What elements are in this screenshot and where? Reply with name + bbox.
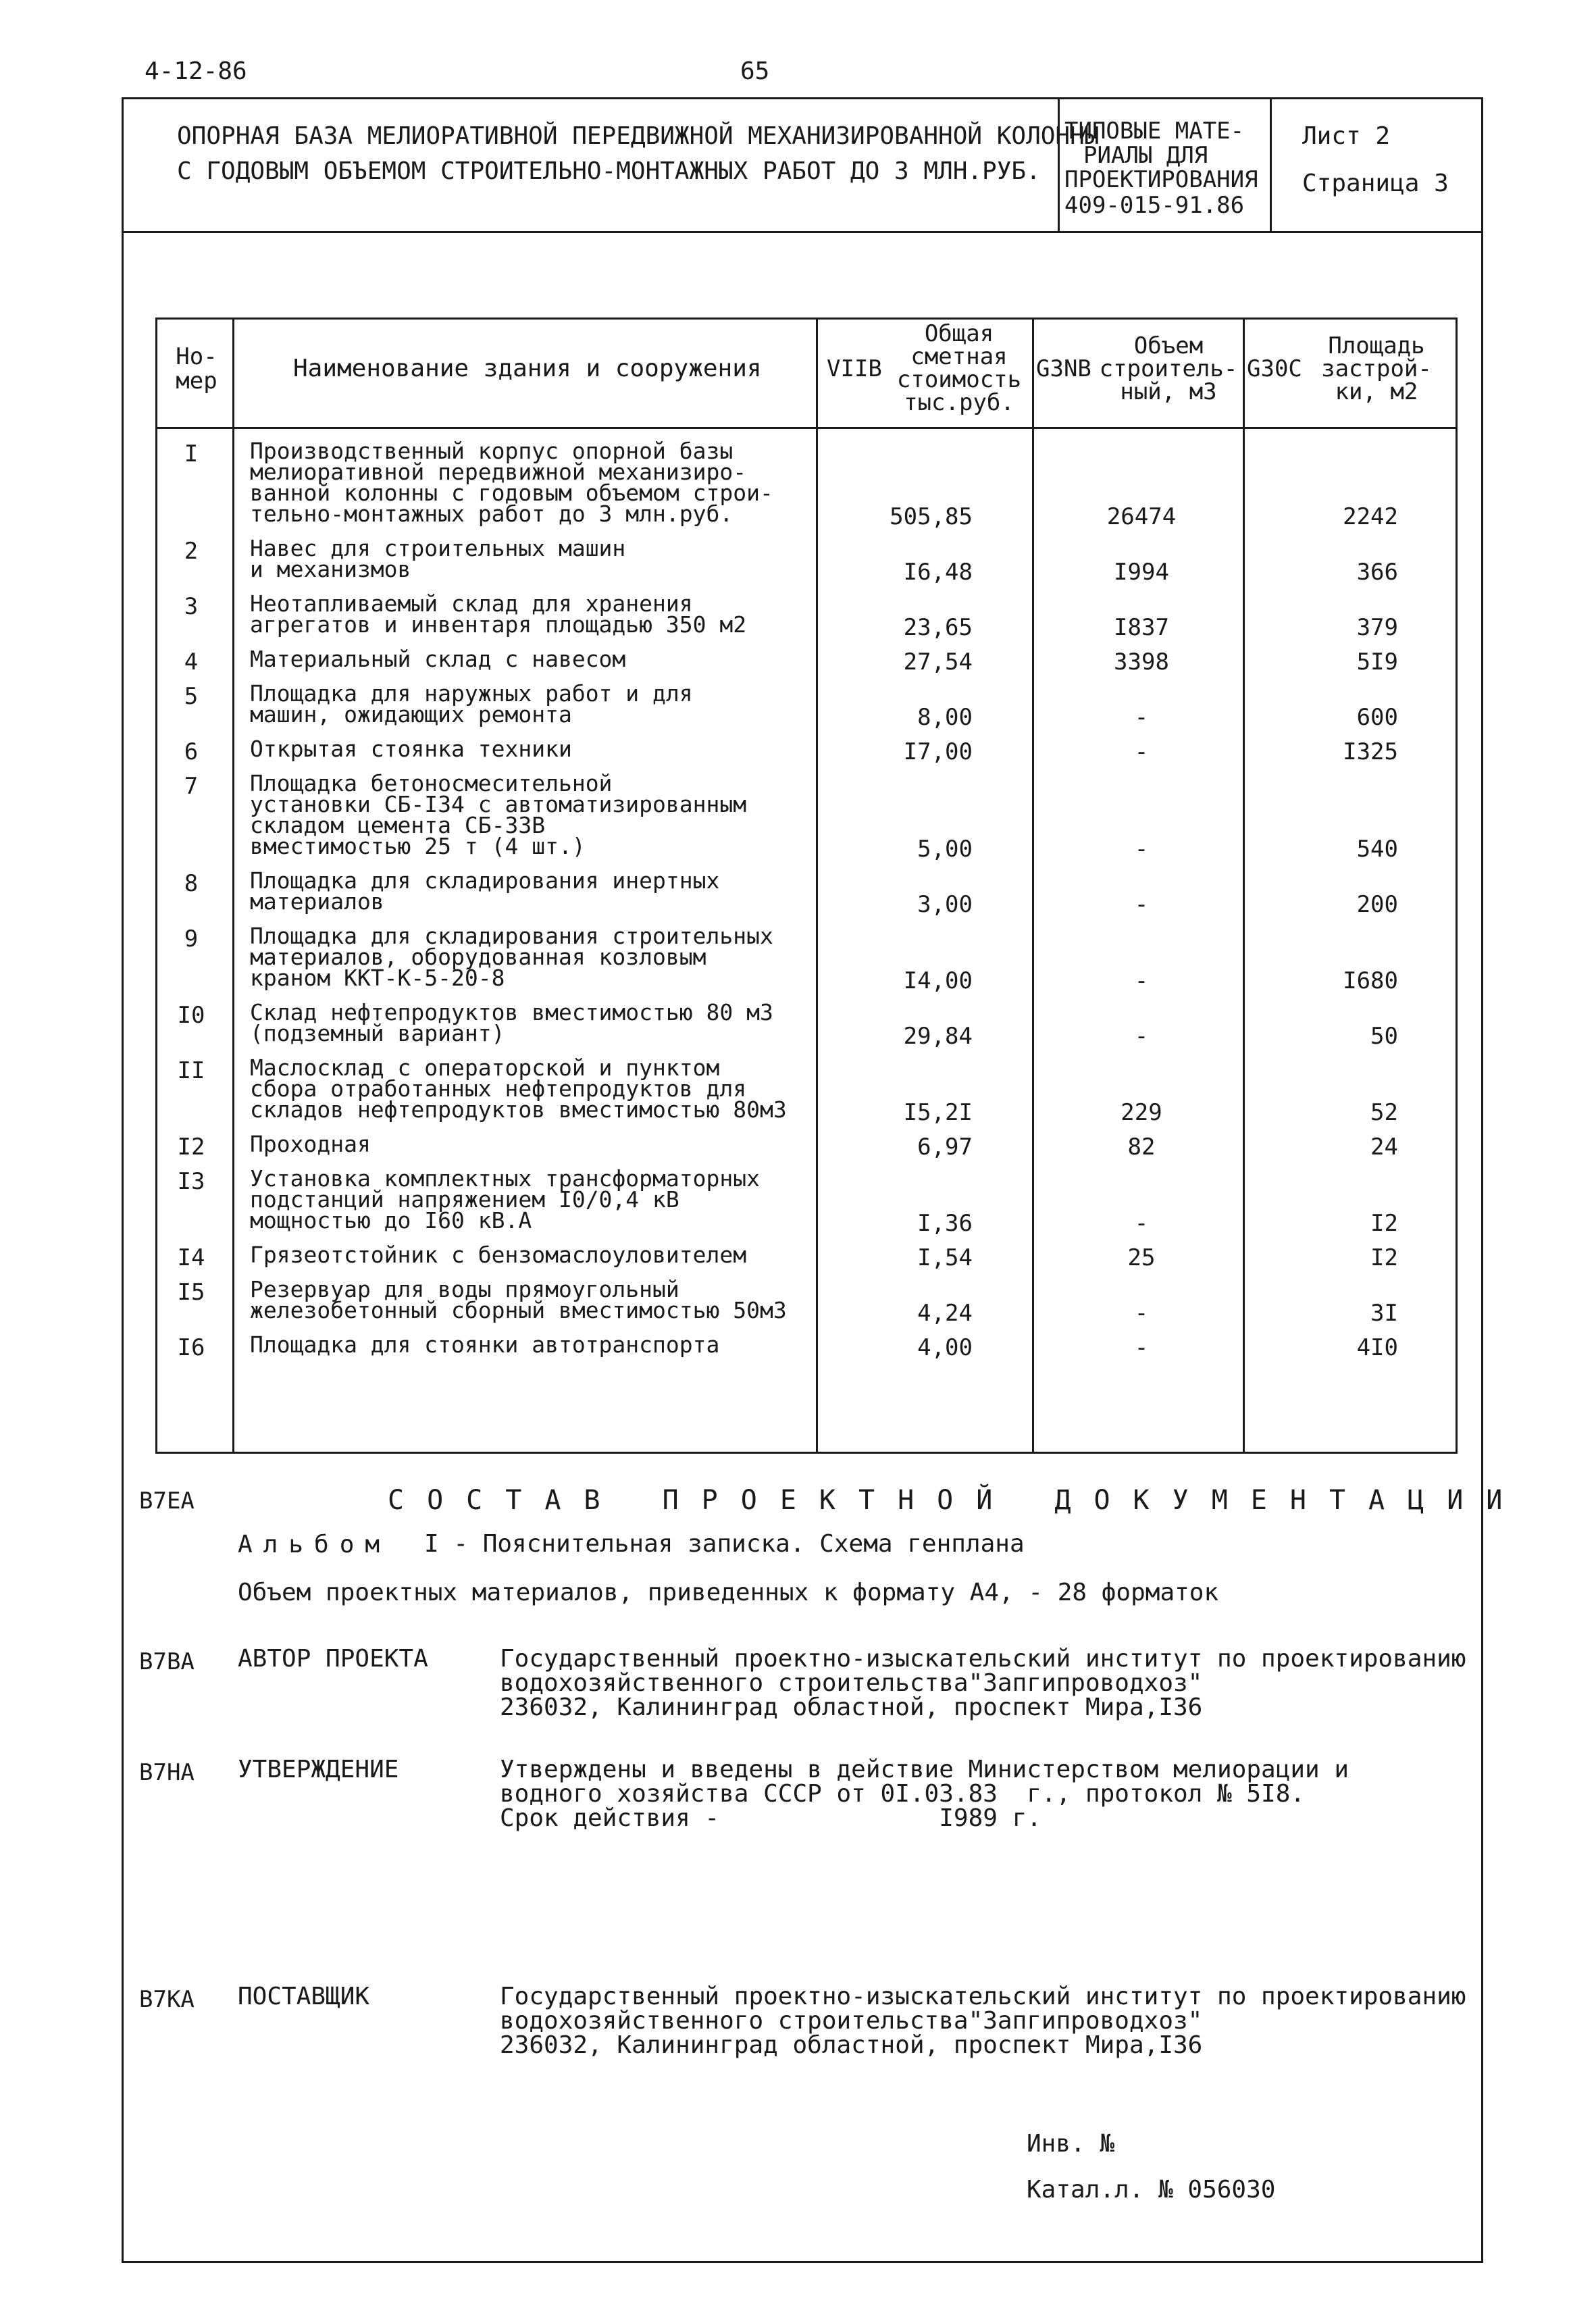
row-name-line: агрегатов и инвентаря площадью 350 м2 [250,611,747,638]
table-col-line-2 [816,317,818,1454]
table-col-line-1 [232,317,234,1454]
header-number-2: мер [176,367,217,395]
supplier-label: ПОСТАВЩИК [238,1983,370,2010]
supplier-line-3: 236032, Калининград областной, проспект Мира,I36 [500,2031,1203,2059]
row-cost: 3,00 [917,891,973,918]
row-area: 366 [1356,559,1398,586]
row-area: 5I9 [1356,649,1398,676]
row-name-line: Площадка для складирования инертных [250,867,720,894]
row-name-line: Производственный корпус опорной базы [250,438,733,464]
row-volume: - [1134,1023,1149,1050]
row-volume: - [1134,891,1149,918]
row-name-line: Резервуар для воды прямоугольный [250,1276,679,1302]
row-cost: 4,00 [917,1334,973,1361]
header-cost-2: сметная [910,343,1008,370]
approval-label: УТВЕРЖДЕНИЕ [238,1756,399,1783]
row-number: I0 [177,1002,205,1029]
row-number: 8 [184,870,199,897]
author-label: АВТОР ПРОЕКТА [238,1645,428,1673]
row-name-line: тельно-монтажных работ до 3 млн.руб. [250,501,733,527]
row-number: I6 [177,1334,205,1361]
row-name-line: Склад нефтепродуктов вместимостью 80 м3 [250,999,773,1025]
author-line-2: водохозяйственного строительства"Запгипроводхоз" [500,1669,1203,1697]
row-name-line: Открытая стоянка техники [250,736,572,762]
row-cost: I7,00 [903,738,973,765]
header-name: Наименование здания и сооружения [293,355,762,382]
table-header-line [155,427,1458,429]
row-name-line: краном ККТ-К-5-20-8 [250,965,505,991]
row-cost: 5,00 [917,836,973,863]
header-cost-3: стоимость [896,366,1022,393]
row-name-line: (подземный вариант) [250,1020,505,1046]
row-name-line: мощностью до I60 кВ.А [250,1207,532,1234]
row-name-line: машин, ожидающих ремонта [250,701,572,728]
row-cost: 29,84 [903,1023,973,1050]
row-volume: 82 [1127,1134,1156,1161]
row-number: 7 [184,773,199,800]
album-description: I - Пояснительная записка. Схема генплана [424,1530,1025,1558]
row-number: I5 [177,1279,205,1306]
row-area: 52 [1370,1099,1398,1126]
row-area: 200 [1356,891,1398,918]
row-name-line: Навес для строительных машин [250,535,626,561]
row-name-line: Грязеотстойник с бензомаслоуловителем [250,1242,747,1268]
row-cost: I5,2I [903,1099,973,1126]
header-volume-2: строитель- [1099,355,1238,382]
row-volume: I837 [1114,614,1169,641]
row-number: 6 [184,738,199,765]
title-line-1: ОПОРНАЯ БАЗА МЕЛИОРАТИВНОЙ ПЕРЕДВИЖНОЙ МЕХАНИЗИРОВАННОЙ КОЛОННЫ [177,122,1100,150]
row-number: I3 [177,1168,205,1195]
author-line-1: Государственный проектно-изыскательский институт по проектированию [500,1645,1466,1673]
row-name-line: Площадка для стоянки автотранспорта [250,1331,720,1358]
row-cost: 4,24 [917,1300,973,1327]
row-name-line: складом цемента СБ-33В [250,812,546,838]
row-name-line: подстанций напряжением I0/0,4 кВ [250,1186,679,1213]
row-volume: - [1134,704,1149,731]
row-number: I [184,440,199,467]
row-volume: - [1134,1210,1149,1237]
header-area-2: застрой- [1321,355,1432,382]
approval-code: B7HA [139,1759,195,1786]
row-volume: 3398 [1114,649,1169,676]
row-volume: I994 [1114,559,1169,586]
row-name-line: и механизмов [250,556,411,582]
row-name-line: Материальный склад с навесом [250,646,626,672]
header-code-area: G30C [1247,355,1302,382]
row-name-line: Установка комплектных трансформаторных [250,1165,760,1192]
row-name-line: материалов, оборудованная козловым [250,944,706,970]
table-col-line-4 [1243,317,1245,1454]
page-number: 65 [740,57,770,85]
row-area: I2 [1370,1210,1398,1237]
catalog-number: Катал.л. № 056030 [1027,2176,1276,2204]
album-word: Альбом [238,1531,391,1558]
materials-volume: Объем проектных материалов, приведенных к формату А4, - 28 форматок [238,1579,1219,1606]
supplier-line-1: Государственный проектно-изыскательский институт по проектированию [500,1983,1466,2010]
row-cost: 27,54 [903,649,973,676]
header-number-1: Но- [176,343,217,370]
row-name-line: установки СБ-I34 с автоматизированным [250,791,747,817]
row-name-line: складов нефтепродуктов вместимостью 80м3 [250,1096,787,1123]
row-volume: - [1134,1334,1149,1361]
row-name-line: Неотапливаемый склад для хранения [250,590,693,617]
series-line-2: РИАЛЫ ДЛЯ [1083,142,1208,169]
header-area-3: ки, м2 [1335,378,1418,405]
row-name-line: железобетонный сборный вместимостью 50м3 [250,1297,787,1323]
row-name-line: Площадка бетоносмесительной [250,770,613,796]
composition-heading: СОСТАВ ПРОЕКТНОЙ ДОКУМЕНТАЦИИ [388,1485,1526,1516]
row-name-line: Проходная [250,1131,371,1157]
row-area: I680 [1343,967,1398,994]
row-area: 540 [1356,836,1398,863]
inventory-number: Инв. № [1027,2130,1115,2158]
row-volume: - [1134,1300,1149,1327]
row-number: I4 [177,1244,205,1271]
row-cost: 8,00 [917,704,973,731]
row-area: 4I0 [1356,1334,1398,1361]
series-line-3: ПРОЕКТИРОВАНИЯ [1064,166,1258,193]
supplier-code: B7KA [139,1986,195,2013]
title-line-2: С ГОДОВЫМ ОБЪЕМОМ СТРОИТЕЛЬНО-МОНТАЖНЫХ РАБОТ ДО 3 МЛН.РУБ. [177,157,1041,185]
row-name-line: ванной колонны с годовым объемом строи- [250,480,773,506]
approval-line-3: Срок действия - I989 г. [500,1804,1041,1832]
document-code: 4-12-86 [145,57,247,85]
row-number: I2 [177,1134,205,1161]
row-name-line: материалов [250,888,384,915]
row-volume: 229 [1121,1099,1162,1126]
row-area: 50 [1370,1023,1398,1050]
header-area-1: Площадь [1328,332,1425,359]
row-cost: 505,85 [890,503,973,530]
row-name-line: вместимостью 25 т (4 шт.) [250,833,586,859]
row-area: 24 [1370,1134,1398,1161]
header-code-cost: VIIB [827,355,882,382]
row-name-line: сбора отработанных нефтепродуктов для [250,1075,747,1102]
row-cost: I6,48 [903,559,973,586]
row-number: 3 [184,593,199,620]
header-cost-4: тыс.руб. [904,389,1014,416]
series-number: 409-015-91.86 [1064,192,1245,219]
row-name-line: мелиоративной передвижной механизиро- [250,459,747,485]
title-block-divider-2 [1270,97,1272,231]
header-code-volume: G3NB [1036,355,1091,382]
header-volume-3: ный, м3 [1120,378,1217,405]
approval-line-1: Утверждены и введены в действие Министерством мелиорации и [500,1756,1349,1783]
author-line-3: 236032, Калининград областной, проспект Мира,I36 [500,1694,1203,1721]
row-area: I325 [1343,738,1398,765]
supplier-line-2: водохозяйственного строительства"Запгипроводхоз" [500,2007,1203,2035]
row-cost: I,54 [917,1244,973,1271]
title-block-divider-1 [1058,97,1060,231]
author-code: B7BA [139,1648,195,1675]
row-cost: I,36 [917,1210,973,1237]
row-number: 2 [184,538,199,565]
row-name-line: Площадка для наружных работ и для [250,680,693,707]
row-number: II [177,1057,205,1084]
row-area: I2 [1370,1244,1398,1271]
sheet-label: Лист 2 [1302,122,1391,150]
page-label: Страница 3 [1302,170,1449,197]
header-cost-1: Общая [924,320,994,347]
row-volume: - [1134,738,1149,765]
row-cost: 6,97 [917,1134,973,1161]
row-cost: 23,65 [903,614,973,641]
row-cost: I4,00 [903,967,973,994]
row-area: 2242 [1343,503,1398,530]
row-number: 9 [184,925,199,952]
title-block-bottom-line [122,231,1483,233]
row-number: 5 [184,683,199,710]
series-line-1: ТИПОВЫЕ МАТЕ- [1064,118,1245,145]
row-name-line: Площадка для складирования строительных [250,923,773,949]
row-number: 4 [184,649,199,676]
row-volume: - [1134,836,1149,863]
row-volume: - [1134,967,1149,994]
row-area: 3I [1370,1300,1398,1327]
row-volume: 26474 [1106,503,1177,530]
header-volume-1: Объем [1133,332,1204,359]
row-area: 600 [1356,704,1398,731]
row-area: 379 [1356,614,1398,641]
row-name-line: Маслосклад с операторской и пунктом [250,1054,720,1081]
row-volume: 25 [1127,1244,1156,1271]
table-col-line-3 [1032,317,1034,1454]
approval-line-2: водного хозяйства СССР от 0I.03.83 г., протокол № 5I8. [500,1780,1306,1808]
composition-code: B7EA [139,1488,195,1515]
